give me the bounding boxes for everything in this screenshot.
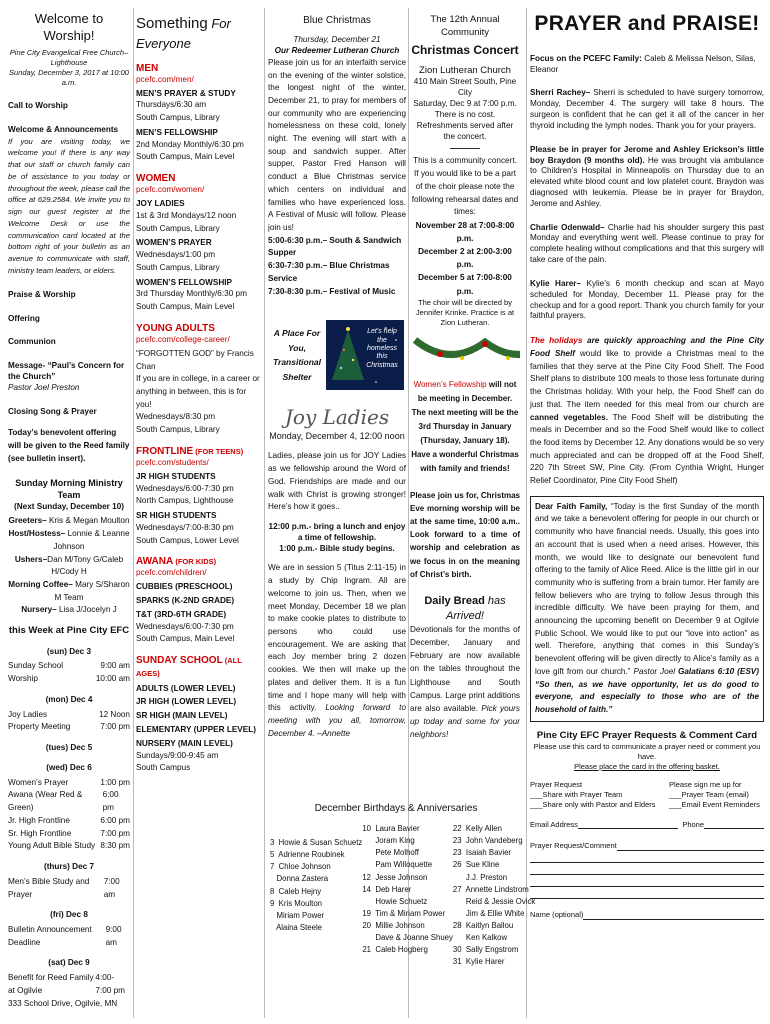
- birthday-entry: Pam Willoquette: [362, 860, 433, 870]
- order-of-worship-column: [8, 0, 130, 1024]
- birthday-entry: 26 Sue Kline: [452, 860, 500, 870]
- schedule-item: [8, 972, 130, 997]
- schedule-time: 10:00 am: [95, 674, 130, 684]
- ministry-group-name: WOMEN’S PRAYER: [136, 238, 212, 248]
- daily-bread-title: Daily Bread has Arrived!: [424, 595, 506, 622]
- concert-church: Zion Lutheran Church: [419, 64, 511, 76]
- birthday-entry: Reid & Jessie Ovick: [452, 896, 536, 906]
- ministry-detail: South Campus, Lower Level: [136, 535, 239, 545]
- prayer-sherri: Sherri Rachey– Sherri is scheduled to have surgery tomorrow, Monday, December 4. The surgery will take 8 hours. The surgeon is confident that he can get it all of the cancer in her thyroid including the lymph nodes. Thank you for your prayers.: [530, 88, 764, 130]
- team-role: Greeters–: [8, 516, 49, 526]
- communion: Communion: [8, 337, 56, 347]
- ministry-detail: South Campus, Library: [136, 425, 220, 435]
- schedule-event: 333 School Drive, Ogilvie, MN: [8, 998, 118, 1008]
- rehearsal-dates: [410, 219, 520, 298]
- schedule-line: 7:30-8:30 p.m.– Festival of Music: [268, 286, 396, 296]
- ministry-detail: South Campus, Main Level: [136, 152, 235, 162]
- call-to-worship: Call to Worship: [8, 100, 68, 110]
- ministry-heading: [136, 654, 260, 680]
- team-role: Nursery–: [21, 605, 59, 615]
- schedule-event: Awana (Wear Red & Green): [8, 790, 83, 813]
- schedule-event: Men’s Bible Study and Prayer: [8, 876, 90, 899]
- birthday-entry: Jim & Ellie White: [452, 908, 525, 918]
- birthday-entry: 9 Kris Moulton: [270, 898, 323, 908]
- birthdays-list-3: [453, 823, 535, 968]
- birthday-entry: 20 Millie Johnson: [362, 920, 425, 930]
- birthday-entry: Dave & Joanne Shuey: [362, 932, 453, 942]
- schedule-event: Women’s Prayer: [8, 777, 69, 787]
- ministry-name: MEN: [136, 62, 159, 74]
- birthdays-section: [270, 802, 536, 968]
- ministry-group-name: T&T (3RD-6TH GRADE): [136, 609, 227, 619]
- comment-line[interactable]: [530, 886, 764, 887]
- ministry-group-name: WOMEN’S FELLOWSHIP: [136, 277, 232, 287]
- birthdays-list-2: [362, 823, 453, 968]
- schedule-item: [8, 777, 130, 790]
- faith-family-letter: Dear Faith Family, “Today is the first Sunday of the month and we take a benevolent offering for people in our church or community who have financial needs. Usually, this goes into an account that is used when a need arises. However, this month, we would like to designate our benevolent fund offering to the family of Alice Reed. Alice is the little girl in our community who is suffering from a brain tumor. Her family are fellow believers who are trying to follow Jesus through this incredible difficulty. We have been praying for them, and announcing the upcoming benefit on December 9 at Ogilvie Public School. We would like to put our “love into action” as well. Therefore, anything that comes in this Sunday’s benevolent offering will be given directly to Alice’s family as a love gift from our church.” Pastor Joel Galatians 6:10 (ESV) “So then, as we have opportunity, let us do good to everyone, and especially to those who are of the household of faith.”: [530, 496, 764, 722]
- birthday-entry: Donna Zastera: [270, 874, 329, 884]
- ministry-group-name: CUBBIES (PRESCHOOL): [136, 582, 233, 592]
- email-label: Email Address: [530, 819, 578, 829]
- concert-pre: The 12th Annual Community: [430, 14, 500, 38]
- birthday-entry: Howie Schuetz: [362, 896, 428, 906]
- ministry-sub: (FOR KIDS): [173, 557, 217, 567]
- week-title: this Week at Pine City EFC: [8, 625, 130, 637]
- ministry-group-name: ADULTS (LOWER LEVEL): [136, 683, 236, 693]
- prayer-title: PRAYER and PRAISE!: [534, 12, 760, 35]
- day-heading: (wed) Dec 6: [46, 762, 92, 772]
- card-title: Pine City EFC Prayer Requests & Comment Card: [536, 729, 758, 741]
- schedule-item: [8, 721, 130, 734]
- ministry-heading: [136, 445, 260, 458]
- prayer-kylie: Kylie Harer– Kylie’s 6 month checkup and scan at Mayo scheduled for Monday, December 11. Please pray for the checkup and for a good report. Thank you church family for your faithful prayers.: [530, 278, 764, 321]
- team-member: [8, 604, 130, 617]
- daily-bread-text: Devotionals for the months of December, January and February are now available on the tables throughout the Lighthouse and South Campus. Large print additions are also available. Pick yours up today and some for your neighbors!: [410, 625, 520, 740]
- ministry-team-date: (Next Sunday, December 10): [14, 501, 124, 511]
- rehearsal-date: November 28 at 7:00-8:00 p.m.: [415, 220, 515, 244]
- schedule-time: 7:00 pm: [100, 722, 130, 732]
- welcome-text: If you are visiting today, we welcome you! If there is any way that our staff or church family can be of assistance to you today or throughout the week, please call the office at 629.2584. We invite you to sign our guest register at the Welcome Desk or use the communication card located at the bottom right of your bulletin as an avenue to communicate with staff, ministry team leaders, or elders.: [8, 136, 130, 275]
- birthday-entry: 27 Annette Lindstrom: [452, 884, 529, 894]
- schedule-time: 9:00 am: [100, 661, 130, 671]
- ministry-heading: [136, 172, 260, 185]
- birthday-entry: 30 Sally Engstrom: [452, 944, 519, 954]
- birthday-entry: 28 Kaitlyn Ballou: [452, 920, 514, 930]
- schedule-time: 8:30 pm: [100, 841, 130, 851]
- ministry-link[interactable]: pcefc.com/women/: [136, 185, 205, 195]
- focus-family: Focus on the PCEFC Family: Caleb & Melissa Nelson, Silas, Eleanor: [530, 53, 756, 74]
- ministry-link[interactable]: pcefc.com/children/: [136, 568, 207, 578]
- comment-line[interactable]: [530, 874, 764, 875]
- message-title: Message- “Paul’s Concern for the Church”: [8, 361, 125, 382]
- rehearsal-date: December 2 at 2:00-3:00 p.m.: [418, 247, 512, 270]
- prayer-column: [530, 0, 764, 1024]
- prayer-charlie: Charlie Odenwald– Charlie had his shoulder surgery this past Monday and everything went well. Please continue to pray for complete healing without complications and that this surgery will take care of the pain.: [530, 222, 764, 265]
- name-field[interactable]: [583, 919, 764, 920]
- schedule-time: 6:00 pm: [102, 790, 119, 813]
- ministry-detail: 1st & 3rd Mondays/12 noon: [136, 210, 237, 220]
- concert-free: There is no cost. Refreshments served after the concert.: [416, 109, 514, 141]
- schedule-event: Worship: [8, 674, 38, 684]
- ministry-detail: If you are in college, in a career or anything in between, this is for you!: [136, 374, 260, 409]
- schedule-time: 1:00 pm: [100, 777, 130, 787]
- ministry-detail: 2nd Monday Monthly/6:30 pm: [136, 139, 244, 149]
- ministry-detail: Thursdays/6:30 am: [136, 100, 207, 110]
- schedule-event: Bulletin Announcement Deadline: [8, 925, 92, 947]
- ministry-link[interactable]: pcefc.com/students/: [136, 457, 209, 467]
- ministry-heading: [136, 555, 260, 568]
- prayer-team-email-option[interactable]: ___Prayer Team (email): [669, 789, 749, 799]
- schedule-event: Joy Ladies: [8, 709, 48, 719]
- day-heading: (thurs) Dec 7: [43, 861, 95, 871]
- blue-christmas-date: Thursday, December 21: [293, 35, 381, 45]
- team-member: [8, 579, 130, 604]
- team-names: Dan M/Tony G/Caleb H/Cody H: [47, 554, 124, 577]
- schedule-time: 4:00-7:00 pm: [95, 973, 126, 995]
- ministry-detail: South Campus, Library: [136, 223, 220, 233]
- birthdays-title: December Birthdays & Anniversaries: [314, 803, 478, 814]
- team-role: Host/Hostess–: [8, 529, 68, 539]
- birthday-entry: Miriam Power: [270, 910, 325, 920]
- joy-ladies-study: 1:00 p.m.- Bible study begins.: [279, 543, 395, 553]
- name-label: Name (optional): [530, 910, 584, 920]
- team-role: Morning Coffee–: [8, 579, 76, 589]
- blue-christmas-schedule: [268, 235, 406, 299]
- benevolent-note: Today’s benevolent offering will be given to the Reed family (see bulletin insert).: [8, 427, 130, 463]
- service-date: Sunday, December 3, 2017 at 10:00 a.m.: [9, 68, 129, 87]
- praise-worship: Praise & Worship: [8, 289, 76, 299]
- ministry-sub: (ALL AGES): [136, 656, 242, 679]
- team-member: [8, 515, 130, 528]
- team-member: [8, 554, 130, 579]
- schedule-item: [8, 840, 130, 853]
- day-heading: (sun) Dec 3: [46, 646, 92, 656]
- ministry-group-name: JR HIGH STUDENTS: [136, 471, 216, 481]
- birthday-entry: 5 Adrienne Roubinek: [270, 850, 345, 860]
- ministry-name: YOUNG ADULTS: [136, 322, 215, 334]
- schedule-item: [8, 876, 130, 901]
- card-subtitle-2: Please place the card in the offering basket.: [574, 761, 720, 771]
- comment-field[interactable]: [617, 850, 764, 851]
- birthday-entry: Ken Kalkow: [452, 932, 508, 942]
- ministry-detail: Wednesdays/7:00-8:30 pm: [136, 522, 234, 532]
- schedule-item: [8, 998, 130, 1011]
- schedule-item: [8, 815, 130, 828]
- church-name: Pine City Evangelical Free Church– Lighthouse: [9, 48, 129, 68]
- ministry-group-name: NURSERY (MAIN LEVEL): [136, 738, 233, 748]
- schedule-event: Jr. High Frontline: [8, 815, 70, 825]
- ministry-detail: South Campus: [136, 763, 191, 773]
- ministry-detail: Wednesdays/6:00-7:30 pm: [136, 483, 234, 493]
- share-prayer-team-option[interactable]: ___Share with Prayer Team: [530, 789, 623, 799]
- ministry-group-name: SR HIGH STUDENTS: [136, 510, 217, 520]
- ministry-detail: “FORGOTTEN GOD” by Francis Chan: [136, 348, 254, 371]
- ministry-detail: South Campus, Library: [136, 113, 220, 123]
- ministry-name: FRONTLINE: [136, 445, 194, 457]
- ministry-groups: [136, 62, 260, 775]
- birthday-entry: 7 Chloe Johnson: [270, 862, 331, 872]
- ministry-link[interactable]: pcefc.com/men/: [136, 74, 194, 84]
- schedule-item: [8, 828, 130, 841]
- concert-address: 410 Main Street South, Pine City: [413, 77, 517, 98]
- tree-caption: Let’s help the homeless this Christmas: [366, 328, 398, 369]
- schedule-event: Property Meeting: [8, 722, 71, 732]
- blue-christmas-title: Blue Christmas: [303, 15, 371, 26]
- joy-ladies-lunch: 12:00 p.m.- bring a lunch and enjoy a time of fellowship.: [268, 521, 406, 542]
- ministry-link[interactable]: pcefc.com/college-career/: [136, 334, 230, 344]
- birthday-entry: Alaina Steele: [270, 922, 323, 932]
- team-names: Lonnie & Leanne Johnson: [53, 529, 130, 551]
- birthday-entry: J.J. Preston: [452, 872, 508, 882]
- schedule-item: [8, 660, 130, 673]
- ministry-group-name: SPARKS (K-2ND GRADE): [136, 596, 235, 606]
- ministry-group-name: JR HIGH (LOWER LEVEL): [136, 697, 237, 707]
- joy-ladies-text-2: We are in session 5 (Titus 2:11-15) in a study by Chip Ingram. All are welcome to join us. Then, when we meet Monday, December 18 we plan to make cookie plates to distribute to persons who could use encouragement. We are asking that each Joy member bring 2 dozen cookies. We then will make up the plates and deliver them. It is a fun time and I hope many will help with this activity. Looking forward to meeting with you all, tomorrow, December 4. –Annette: [268, 563, 406, 738]
- ministry-detail: Wednesdays/8:30 pm: [136, 412, 216, 422]
- day-heading: (fri) Dec 8: [50, 910, 88, 920]
- blue-christmas-text: Please join us for an interfaith service on the evening of the winter solstice, the longest night of the winter, December 21, to pray for members of our community who are experiencing homelessness on these cold, lonely night. The evening will start with a soup and sandwich supper. After supper, Pastor Fred Hanson will conduct a Blue Christmas service which centers on individual and families who have experienced loss. A Festival of Music will follow. Please join us!: [268, 57, 406, 232]
- ministry-name: SUNDAY SCHOOL: [136, 655, 223, 667]
- birthday-entry: 3 Howie & Susan Schuetz: [270, 838, 363, 848]
- ministry-sub: (FOR TEENS): [193, 446, 244, 456]
- ministry-group-name: ELEMENTARY (UPPER LEVEL): [136, 724, 256, 734]
- ministry-detail: Wednesdays/6:00-7:30 pm: [136, 621, 234, 631]
- concert-when: Saturday, Dec 9 at 7:00 p.m.: [413, 99, 517, 109]
- birthday-entry: 21 Caleb Hogberg: [362, 944, 428, 954]
- schedule-time: 6:00 pm: [100, 815, 130, 825]
- schedule-line: 5:00-6:30 p.m.– South & Sandwich Supper: [268, 235, 402, 258]
- joy-ladies-text: Ladies, please join us for JOY Ladies as we fellowship around the Word of God. Friendships are made and our walk with Christ is growing stronger! Here’s how it goes..: [268, 451, 406, 512]
- card-subtitle: Please use this card to communicate a prayer need or comment you have.: [533, 742, 761, 762]
- ministry-team-list: [8, 515, 130, 617]
- ministry-detail: Wednesdays/1:00 pm: [136, 250, 216, 260]
- birthday-entry: 14 Deb Harer: [362, 884, 412, 894]
- schedule-time: 7:00 pm: [100, 828, 130, 838]
- schedule-event: Sunday School: [8, 661, 64, 671]
- birthday-entry: 23 Isaiah Bavier: [452, 848, 511, 858]
- prayer-request-label: Prayer Request: [530, 779, 583, 789]
- ministry-group-name: MEN’S PRAYER & STUDY: [136, 88, 236, 98]
- ministries-column: [136, 0, 260, 1024]
- joy-ladies-date: Monday, December 4, 12:00 noon: [269, 430, 405, 441]
- ministry-detail: South Campus, Main Level: [136, 302, 235, 312]
- birthday-entry: 10 Laura Bavier: [362, 824, 420, 834]
- team-member: [8, 528, 130, 553]
- birthday-entry: 19 Tim & Miriam Power: [362, 908, 446, 918]
- schedule-item: [8, 673, 130, 686]
- schedule-item: [8, 709, 130, 722]
- ministry-name: AWANA: [136, 556, 174, 568]
- ministry-heading: [136, 322, 260, 335]
- food-shelf-note: The holidays are quickly approaching and the Pine City Food Shelf would like to provide a Christmas meal to the families that they serve at the Pine City Food Shelf. The Food Shelf plans to distribute 100 meals to those less fortunate during the Christmas holiday. With your help, the Food Shelf can do just that. The item needed for this meal from our church are canned vegetables. The Food Shelf will be distributing the meals in December and so the Food Shelf would like to collect the food items by December 12. Any donations would be so very much appreciated and can be dropped off at the Food Shelf, 220 7th Street SW, Pine City. (From Cynthia Wright, Hunger Relief Coordinator, Pine City Food Shelf): [530, 336, 764, 486]
- choir-text: This is a community concert. If you would like to be a part of the choir please note the following rehearsal dates and times:: [411, 156, 519, 217]
- phone-field[interactable]: [704, 828, 764, 829]
- comment-label: Prayer Request/Comment: [530, 841, 617, 851]
- schedule-item: [8, 924, 130, 949]
- birthday-entry: 31 Kylie Harer: [452, 957, 505, 967]
- ministry-detail: South Campus, Main Level: [136, 634, 235, 644]
- homeless-christmas-image: [326, 320, 404, 390]
- schedule-event: Benefit for Reed Family at Ogilvie: [8, 973, 94, 995]
- share-pastor-option[interactable]: ___Share only with Pastor and Elders: [530, 799, 656, 809]
- birthday-entry: 12 Jesse Johnson: [362, 872, 428, 882]
- team-names: Kris & Megan Moulton: [48, 516, 130, 526]
- ministry-group-name: SR HIGH (MAIN LEVEL): [136, 711, 228, 721]
- day-heading: (mon) Dec 4: [45, 694, 93, 704]
- schedule-time: 12 Noon: [99, 709, 130, 719]
- garland-icon: [410, 330, 520, 370]
- ministry-name: WOMEN: [136, 173, 176, 185]
- closing-song: Closing Song & Prayer: [8, 406, 97, 416]
- schedule-time: 9:00 am: [105, 925, 122, 947]
- birthdays-list-1: [270, 837, 362, 968]
- welcome-heading: Welcome & Announcements: [8, 124, 119, 134]
- christmas-eve-note: Please join us for, Christmas Eve morning worship will be at the same time, 10:00 a.m.. Look forward to a time of worship and celebration as we focus in on the meaning of Christ’s birth.: [410, 490, 520, 579]
- ministries-title: Something For Everyone: [136, 15, 231, 51]
- schedule-event: Sr. High Frontline: [8, 828, 72, 838]
- prayer-braydon: Please be in prayer for Jerome and Ashley Erickson’s little boy Braydon (9 months old). He was brought via ambulance to Children’s Hospital in Minneapolis on Thursday due to an elevated white blood count and low platelet count. Braydon was diagnosed with leukemia. Please be in prayer for Braydon, Jerome and Ashley.: [530, 144, 764, 208]
- joy-ladies-title: Joy Ladies: [284, 405, 390, 430]
- team-names: Lisa J/Jocelyn J: [58, 605, 117, 615]
- ministry-heading: [136, 62, 260, 75]
- rehearsal-date: December 5 at 7:00-8:00 p.m.: [418, 273, 512, 296]
- ministry-team-title: Sunday Morning Ministry Team: [15, 477, 123, 500]
- day-heading: (tues) Dec 5: [45, 743, 93, 753]
- concert-title: Christmas Concert: [411, 43, 519, 58]
- week-schedule: [8, 647, 130, 1011]
- day-heading: (sat) Dec 9: [48, 958, 90, 968]
- schedule-time: 7:00 am: [103, 876, 120, 899]
- team-names: Mary S/Sharon M Team: [54, 579, 130, 602]
- ministry-group-name: JOY LADIES: [136, 199, 185, 209]
- phone-label: Phone: [682, 819, 704, 829]
- ministry-detail: North Campus, Lighthouse: [136, 496, 234, 506]
- email-field[interactable]: [578, 828, 678, 829]
- welcome-title: Welcome to Worship!: [34, 11, 104, 44]
- offering: Offering: [8, 313, 40, 323]
- ministry-detail: South Campus, Library: [136, 262, 220, 272]
- pastor-name: Pastor Joel Preston: [8, 382, 80, 392]
- birthday-entry: 8 Caleb Hejny: [270, 886, 322, 896]
- choir-director: The choir will be directed by Jennifer Krinke. Practice is at Zion Lutheran.: [415, 297, 515, 327]
- blue-christmas-place: Our Redeemer Lutheran Church: [274, 46, 400, 56]
- signup-label: Please sign me up for: [669, 779, 742, 789]
- schedule-item: [8, 789, 130, 814]
- birthday-entry: 22 Kelly Allen: [452, 824, 502, 834]
- team-role: Ushers–: [14, 554, 48, 564]
- ministry-group-name: MEN’S FELLOWSHIP: [136, 127, 218, 137]
- birthday-entry: 23 John Vandeberg: [452, 836, 523, 846]
- comment-line[interactable]: [530, 862, 764, 863]
- shelter-tag: A Place For You, Transitional Shelter: [272, 328, 322, 382]
- event-reminders-option[interactable]: ___Email Event Reminders: [669, 799, 760, 809]
- ministry-detail: Sundays/9:00-9:45 am: [136, 750, 219, 760]
- schedule-event: Young Adult Bible Study: [8, 841, 96, 851]
- birthday-entry: Joram King: [362, 836, 415, 846]
- comment-line[interactable]: [530, 898, 764, 899]
- birthday-entry: Pete Molhoff: [362, 848, 419, 858]
- womens-fellowship-note: Women’s Fellowship will not be meeting in December. The next meeting will be the 3rd Thursday in January (Thursday, January 18). Have a wonderful Christmas with family and friends!: [411, 379, 519, 473]
- ministry-detail: 3rd Thursday Monthly/6:30 pm: [136, 289, 247, 299]
- schedule-line: 6:30-7:30 p.m.– Blue Christmas Service: [268, 261, 390, 283]
